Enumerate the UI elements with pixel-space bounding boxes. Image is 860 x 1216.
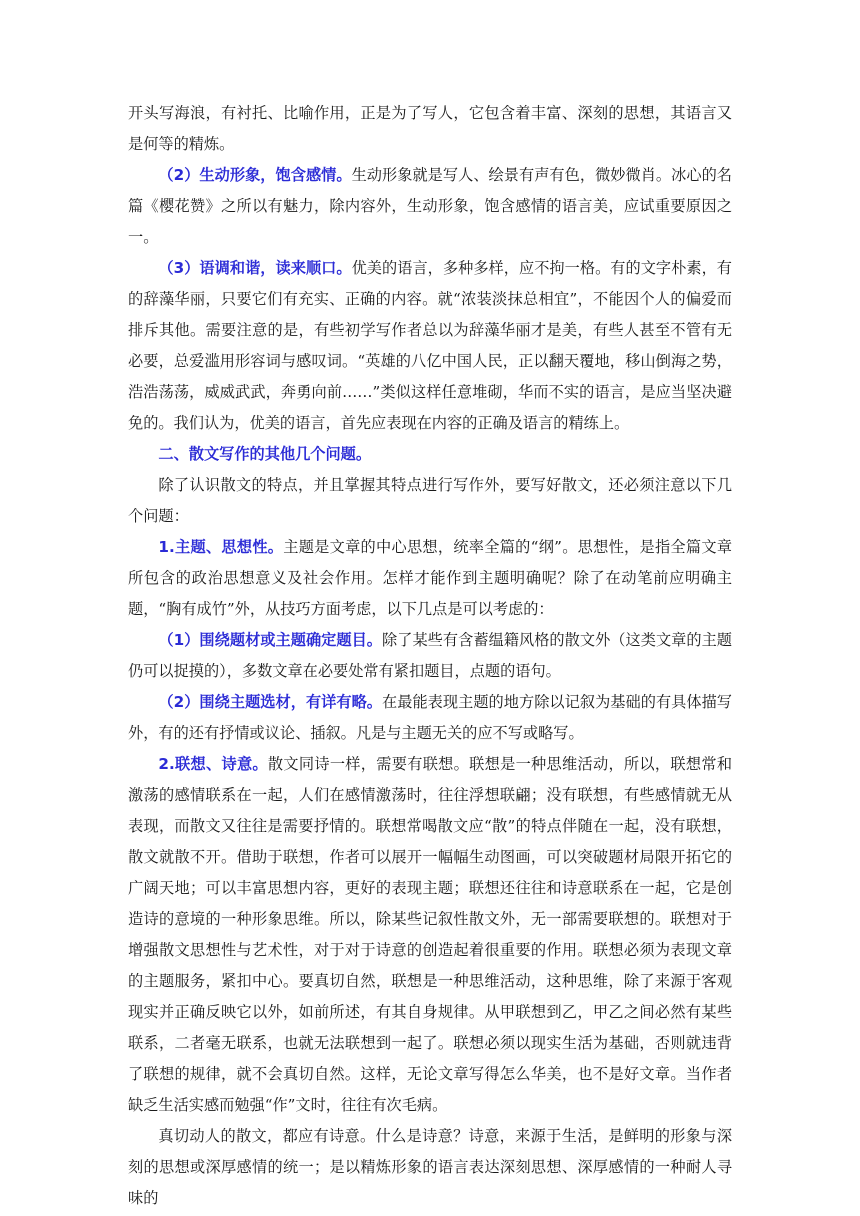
- paragraph-3: [128, 253, 732, 439]
- paragraph-8: [128, 687, 732, 749]
- paragraph-1: [128, 98, 732, 160]
- paragraph-1-text: 开头写海浪，有衬托、比喻作用，正是为了写人，它包含着丰富、深刻的思想，其语言又是何等的精炼。: [128, 104, 732, 153]
- paragraph-10: [128, 1121, 732, 1214]
- paragraph-7-text: 除了某些有含蓄缊籍风格的散文外（这类文章的主题仍可以捉摸的），多数文章在必要处常有紧扣题目，点题的语句。: [128, 631, 732, 680]
- paragraph-2-text: 生动形象就是写人、绘景有声有色，微妙微肖。冰心的名篇《樱花赞》之所以有魅力，除内容外，生动形象，饱含感情的语言美，应试重要原因之一。: [128, 166, 732, 246]
- paragraph-7-heading: （1）围绕题材或主题确定题目。: [158, 631, 383, 649]
- paragraph-8-heading: （2）围绕主题选材，有详有略。: [158, 693, 383, 711]
- document-body: [128, 98, 732, 1214]
- paragraph-6: [128, 532, 732, 625]
- paragraph-3-heading: （3）语调和谐，读来顺口。: [158, 259, 352, 277]
- section-heading-text: 二、散文写作的其他几个问题。: [158, 445, 372, 463]
- paragraph-9: [128, 749, 732, 1121]
- paragraph-5: [128, 470, 732, 532]
- paragraph-9-text: 散文同诗一样，需要有联想。联想是一种思维活动，所以，联想常和激荡的感情联系在一起，人们在感情激荡时，往往浮想联翩；没有联想，有些感情就无从表现，而散文又往往是需要抒情的。联想常喝散文应“散”的特点伴随在一起，没有联想，散文就散不开。借助于联想，作者可以展开一幅幅生动图画，可以突破题材局限开拓它的广阔天地；可以丰富思想内容，更好的表现主题；联想还往往和诗意联系在一起，它是创造诗的意境的一种形象思维。所以，除某些记叙性散文外，无一部需要联想的。联想对于增强散文思想性与艺术性，对于对于诗意的创造起着很重要的作用。联想必须为表现文章的主题服务，紧扣中心。要真切自然，联想是一种思维活动，这种思维，除了来源于客观现实并正确反映它以外，如前所述，有其自身规律。从甲联想到乙，甲乙之间必然有某些联系，二者毫无联系，也就无法联想到一起了。联想必须以现实生活为基础，否则就违背了联想的规律，就不会真切自然。这样，无论文章写得怎么华美，也不是好文章。当作者缺乏生活实感而勉强“作”文时，往往有次毛病。: [128, 755, 733, 1114]
- paragraph-6-text: 主题是文章的中心思想，统率全篇的“纲”。思想性，是指全篇文章所包含的政治思想意义及社会作用。怎样才能作到主题明确呢？除了在动笔前应明确主题，“胸有成竹”外，从技巧方面考虑，以下几点是可以考虑的：: [128, 538, 733, 618]
- paragraph-2-heading: （2）生动形象，饱含感情。: [158, 166, 352, 184]
- section-heading: [128, 439, 732, 470]
- paragraph-3-text: 优美的语言，多种多样，应不拘一格。有的文字朴素，有的辞藻华丽，只要它们有充实、正确的内容。就“浓装淡抹总相宜”，不能因个人的偏爱而排斥其他。需要注意的是，有些初学写作者总以为辞藻华丽才是美，有些人甚至不管有无必要，总爱滥用形容词与感叹词。“英雄的八亿中国人民，正以翻天覆地，移山倒海之势，浩浩荡荡，威威武武，奔勇向前……”类似这样任意堆砌，华而不实的语言，是应当坚决避免的。我们认为，优美的语言，首先应表现在内容的正确及语言的精练上。: [128, 259, 732, 432]
- paragraph-10-text: 真切动人的散文，都应有诗意。什么是诗意？诗意，来源于生活，是鲜明的形象与深刻的思想或深厚感情的统一；是以精炼形象的语言表达深刻思想、深厚感情的一种耐人寻味的: [128, 1127, 732, 1207]
- paragraph-9-heading: 2.联想、诗意。: [158, 755, 268, 773]
- paragraph-2: [128, 160, 732, 253]
- paragraph-6-heading: 1.主题、思想性。: [158, 538, 284, 556]
- paragraph-7: [128, 625, 732, 687]
- paragraph-5-text: 除了认识散文的特点，并且掌握其特点进行写作外，要写好散文，还必须注意以下几个问题：: [128, 476, 732, 525]
- paragraph-8-text: 在最能表现主题的地方除以记叙为基础的有具体描写外，有的还有抒情或议论、插叙。凡是与主题无关的应不写或略写。: [128, 693, 732, 742]
